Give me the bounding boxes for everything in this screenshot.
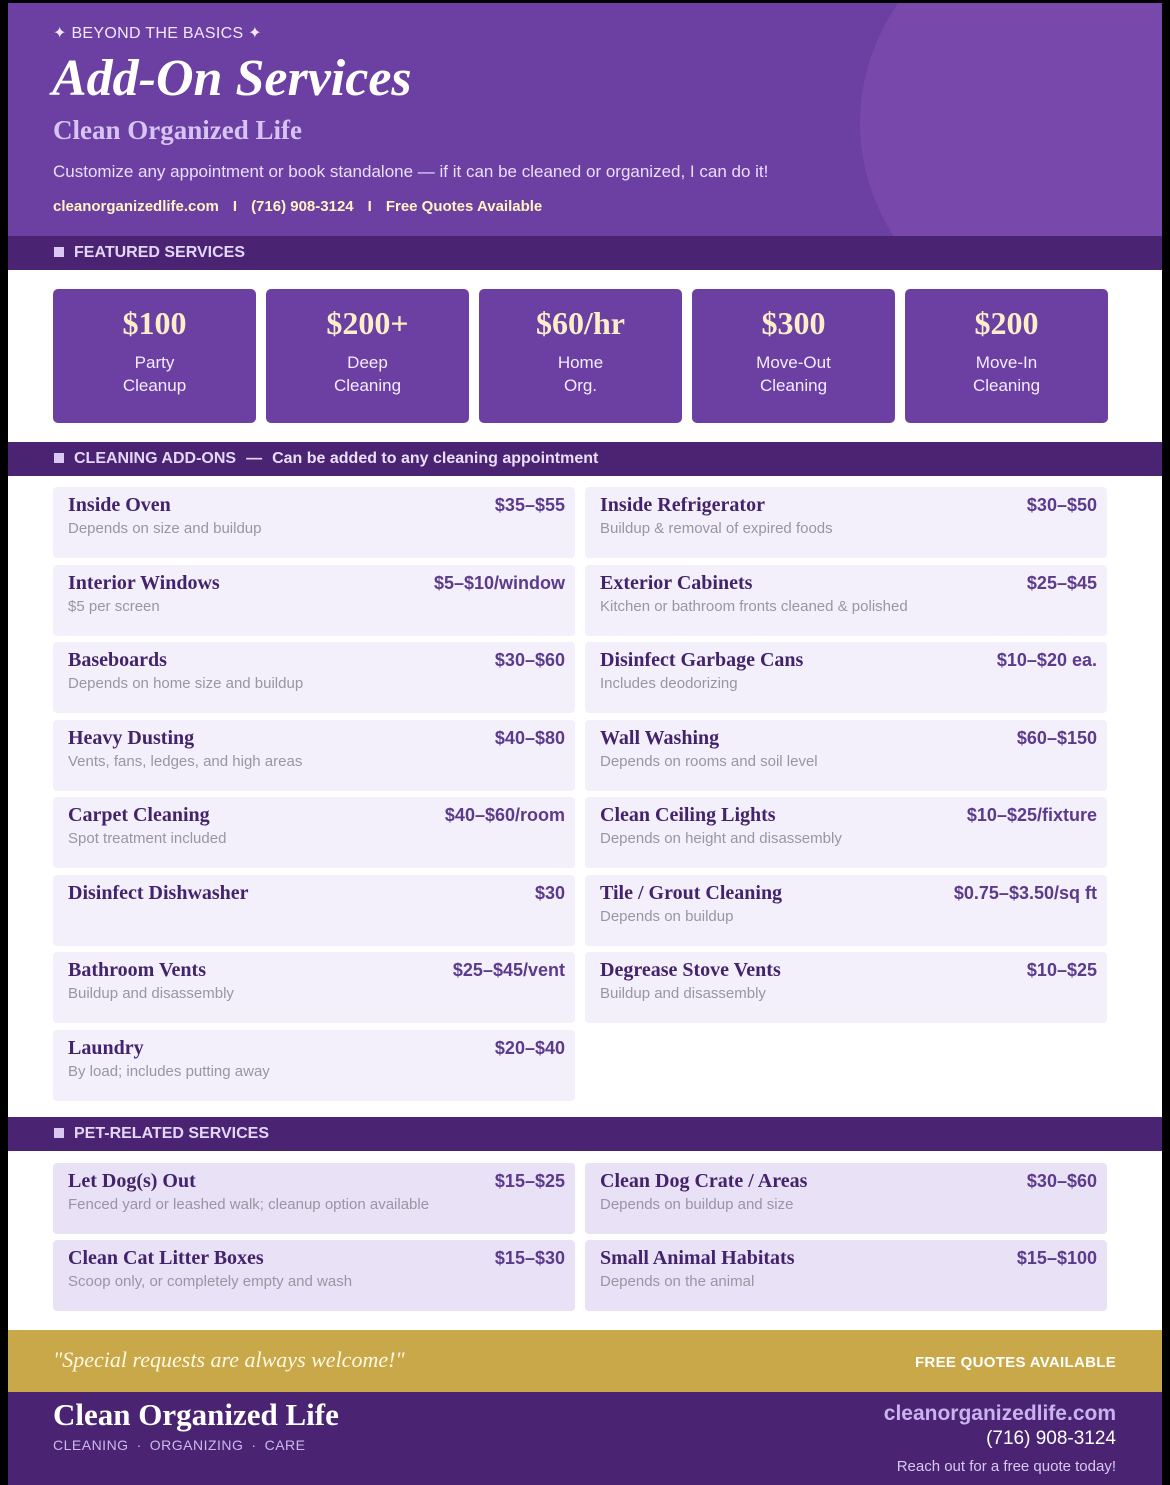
addon-card xyxy=(585,952,1107,1023)
service-price: $40–$80 xyxy=(494,727,565,748)
separator: I xyxy=(232,198,238,215)
service-description: Buildup and disassembly xyxy=(68,985,234,1002)
featured-card xyxy=(905,289,1108,423)
addon-card xyxy=(53,642,575,713)
addon-card xyxy=(53,875,575,946)
footer-cta: Reach out for a free quote today! xyxy=(896,1458,1116,1475)
featured-label-line: Move-In xyxy=(975,353,1038,372)
service-price: $15–$25 xyxy=(494,1171,565,1191)
featured-label xyxy=(479,351,682,397)
quote-banner xyxy=(8,1330,1162,1392)
section-title: PET-RELATED SERVICES xyxy=(74,1125,269,1142)
service-price: $15–$30 xyxy=(494,1248,565,1268)
featured-label xyxy=(266,351,469,397)
service-description: Vents, fans, ledges, and high areas xyxy=(68,752,303,770)
footer-website-link[interactable]: cleanorganizedlife.com xyxy=(883,1402,1116,1425)
featured-label xyxy=(692,351,895,397)
addon-card xyxy=(585,565,1107,636)
special-requests-quote: "Special requests are always welcome!" xyxy=(53,1347,405,1372)
service-price: $10–$20 ea. xyxy=(996,650,1097,670)
service-name: Inside Refrigerator xyxy=(600,494,765,516)
addon-card xyxy=(585,797,1107,868)
pet-service-card xyxy=(53,1240,575,1311)
service-description: Includes deodorizing xyxy=(600,675,738,692)
service-name: Let Dog(s) Out xyxy=(68,1170,196,1192)
footer-tags xyxy=(53,1437,306,1453)
service-price: $15–$100 xyxy=(1016,1248,1097,1268)
free-quotes-label: FREE QUOTES AVAILABLE xyxy=(914,1354,1116,1371)
brand-name: Clean Organized Life xyxy=(53,115,302,145)
separator: I xyxy=(367,198,372,215)
service-name: Bathroom Vents xyxy=(68,959,206,981)
service-description: Depends on rooms and soil level xyxy=(600,752,818,770)
service-name: Tile / Grout Cleaning xyxy=(600,881,783,904)
service-name: Wall Washing xyxy=(600,726,720,749)
page-title: Add-On Services xyxy=(52,50,412,107)
service-price: $30 xyxy=(534,882,565,903)
addon-card xyxy=(53,565,575,636)
service-price: $5–$10/window xyxy=(433,572,565,593)
addon-card xyxy=(53,487,575,558)
featured-label-line: Party xyxy=(134,353,175,372)
featured-price: $100 xyxy=(122,305,187,341)
featured-label-line: Home xyxy=(557,353,604,372)
service-description: Depends on size and buildup xyxy=(68,520,262,537)
header xyxy=(8,3,1162,236)
phone-number[interactable]: (716) 908-3124 xyxy=(251,198,354,215)
service-name: Clean Cat Litter Boxes xyxy=(68,1247,264,1269)
featured-price: $200 xyxy=(974,305,1039,341)
service-price: $25–$45 xyxy=(1026,572,1097,593)
addon-card xyxy=(53,952,575,1023)
service-description: By load; includes putting away xyxy=(68,1062,270,1080)
featured-card xyxy=(53,289,256,423)
service-description: Depends on the animal xyxy=(600,1273,755,1290)
featured-label-line: Cleanup xyxy=(122,376,187,395)
featured-label xyxy=(53,351,256,397)
service-description: Depends on height and disassembly xyxy=(600,830,842,847)
featured-label-line: Cleaning xyxy=(759,376,828,395)
service-description: Buildup and disassembly xyxy=(600,985,766,1002)
service-price: $30–$60 xyxy=(494,650,565,670)
pet-service-card xyxy=(585,1240,1107,1311)
service-name: Degrease Stove Vents xyxy=(600,959,781,981)
addon-card xyxy=(53,1030,575,1101)
featured-label-line: Org. xyxy=(563,376,598,395)
service-name: Interior Windows xyxy=(68,571,220,594)
service-price: $35–$55 xyxy=(494,495,565,515)
featured-price: $200+ xyxy=(326,305,409,341)
tag: ORGANIZING xyxy=(149,1437,244,1453)
footer-phone[interactable]: (716) 908-3124 xyxy=(986,1428,1116,1449)
service-description: $5 per screen xyxy=(68,597,160,615)
featured-card xyxy=(266,289,469,423)
service-price: $30–$60 xyxy=(1026,1171,1097,1191)
service-description: Kitchen or bathroom fronts cleaned & polished xyxy=(600,597,908,615)
cleaning-section-header xyxy=(8,442,1162,476)
featured-card xyxy=(692,289,895,423)
service-name: Heavy Dusting xyxy=(68,726,195,749)
service-description: Spot treatment included xyxy=(68,830,227,847)
service-description: Fenced yard or leashed walk; cleanup option available xyxy=(68,1196,430,1213)
service-name: Disinfect Dishwasher xyxy=(68,881,249,904)
service-price: $0.75–$3.50/sq ft xyxy=(953,882,1097,903)
footer-brand: Clean Organized Life xyxy=(53,1397,339,1432)
square-bullet-icon xyxy=(54,247,64,257)
service-description: Buildup & removal of expired foods xyxy=(600,520,833,537)
section-title: CLEANING ADD-ONS xyxy=(74,450,237,467)
flyer-page xyxy=(8,3,1162,1485)
featured-price: $300 xyxy=(761,305,826,341)
featured-label-line: Cleaning xyxy=(972,376,1041,395)
service-name: Exterior Cabinets xyxy=(600,571,753,594)
addon-card xyxy=(585,875,1107,946)
featured-section-header xyxy=(8,236,1162,270)
featured-card xyxy=(479,289,682,423)
service-name: Small Animal Habitats xyxy=(600,1247,795,1269)
service-name: Laundry xyxy=(68,1036,144,1059)
free-quotes-text: Free Quotes Available xyxy=(385,198,543,215)
tagline: Customize any appointment or book standalone — if it can be cleaned or organized, I can do it! xyxy=(53,162,769,181)
dash: — xyxy=(246,450,263,467)
footer xyxy=(8,1392,1162,1485)
addon-card xyxy=(585,720,1107,791)
tag-separator: · xyxy=(251,1437,257,1453)
addon-card xyxy=(53,797,575,868)
contact-line xyxy=(53,198,542,215)
featured-label-line: Deep xyxy=(347,353,388,372)
eyebrow: ✦ BEYOND THE BASICS ✦ xyxy=(53,25,262,42)
service-description: Depends on buildup xyxy=(600,907,734,925)
tag: CLEANING xyxy=(53,1437,129,1453)
website-link[interactable]: cleanorganizedlife.com xyxy=(53,198,219,215)
section-note: Can be added to any cleaning appointment xyxy=(272,450,599,467)
addon-card xyxy=(53,720,575,791)
pet-service-card xyxy=(53,1163,575,1234)
tag: CARE xyxy=(264,1437,306,1453)
pet-section-header xyxy=(8,1117,1162,1151)
service-price: $40–$60/room xyxy=(444,805,565,825)
section-title: FEATURED SERVICES xyxy=(74,244,245,261)
service-price: $25–$45/vent xyxy=(452,960,565,980)
service-name: Clean Ceiling Lights xyxy=(600,804,776,826)
service-name: Disinfect Garbage Cans xyxy=(600,649,804,671)
service-name: Carpet Cleaning xyxy=(68,804,210,826)
featured-label-line: Move-Out xyxy=(756,353,831,372)
service-description: Depends on home size and buildup xyxy=(68,675,304,692)
service-price: $30–$50 xyxy=(1026,495,1097,515)
service-price: $10–$25 xyxy=(1026,960,1097,980)
square-bullet-icon xyxy=(54,453,64,463)
addon-card xyxy=(585,487,1107,558)
service-name: Inside Oven xyxy=(68,494,171,516)
service-description: Depends on buildup and size xyxy=(600,1196,794,1213)
pet-service-card xyxy=(585,1163,1107,1234)
service-description: Scoop only, or completely empty and wash xyxy=(68,1273,353,1290)
square-bullet-icon xyxy=(54,1128,64,1138)
featured-label xyxy=(905,351,1108,397)
featured-price: $60/hr xyxy=(536,305,625,341)
tag-separator: · xyxy=(136,1437,142,1453)
service-price: $20–$40 xyxy=(494,1037,565,1058)
decorative-circle xyxy=(860,3,1162,236)
featured-label-line: Cleaning xyxy=(333,376,402,395)
addon-card xyxy=(585,642,1107,713)
service-price: $60–$150 xyxy=(1016,727,1097,748)
service-name: Clean Dog Crate / Areas xyxy=(600,1170,808,1192)
service-price: $10–$25/fixture xyxy=(966,805,1097,825)
service-name: Baseboards xyxy=(68,649,167,671)
